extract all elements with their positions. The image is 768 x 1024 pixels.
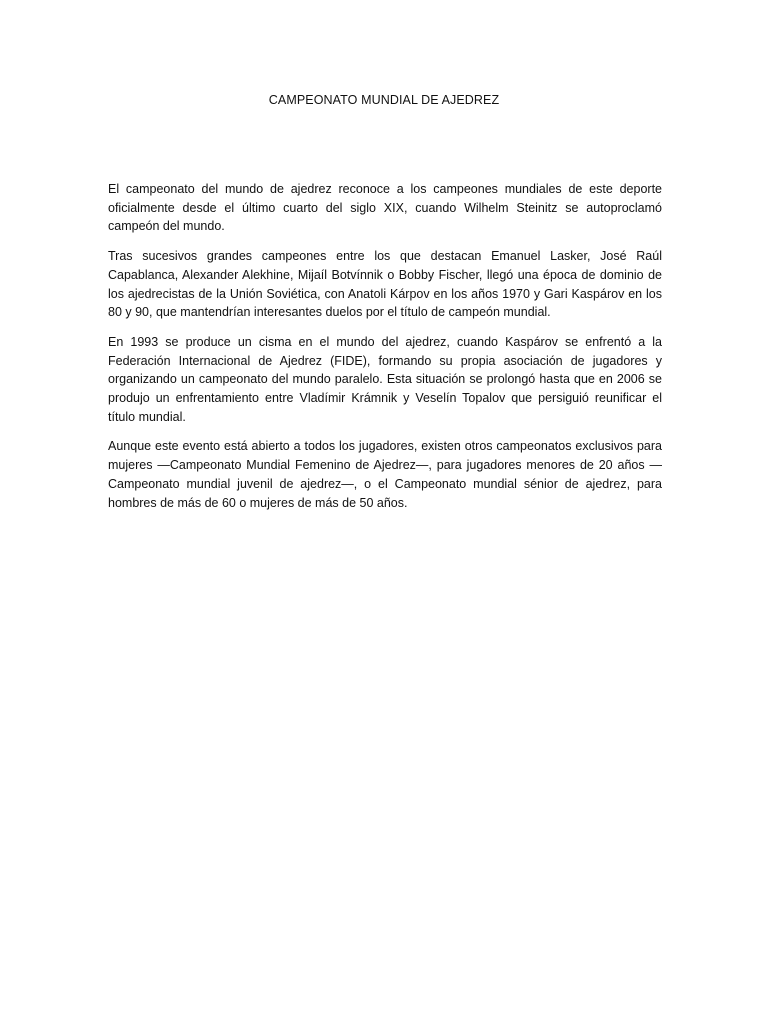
paragraph-champions: Tras sucesivos grandes campeones entre los que destacan Emanuel Lasker, José Raúl Capablanca, Alexander Alekhine, Mijaíl Botvínnik o Bobby Fischer, llegó una época de dominio de los ajedrecistas de la Unión Soviética, con Anatoli Kárpov en los años 1970 y Gari Kaspárov en los 80 y 90, que mantendrían interesantes duelos por el título de campeón mundial.	[108, 249, 662, 320]
document-body	[108, 180, 662, 523]
paragraph-other-championships: Aunque este evento está abierto a todos los jugadores, existen otros campeonatos exclusivos para mujeres —Campeonato Mundial Femenino de Ajedrez—, para jugadores menores de 20 años — Campeonato mundial juvenil de ajedrez—, o el Campeonato mundial sénior de ajedrez, para hombres de más de 60 o mujeres de más de 50 años.	[108, 439, 662, 510]
document-title: CAMPEONATO MUNDIAL DE AJEDREZ	[268, 93, 500, 107]
paragraph-intro: El campeonato del mundo de ajedrez reconoce a los campeones mundiales de este deporte oficialmente desde el último cuarto del siglo XIX, cuando Wilhelm Steinitz se autoproclamó campeón del mundo.	[108, 182, 662, 234]
paragraph-schism: En 1993 se produce un cisma en el mundo del ajedrez, cuando Kaspárov se enfrentó a la Federación Internacional de Ajedrez (FIDE), formando su propia asociación de jugadores y organizando un campeonato del mundo paralelo. Esta situación se prolongó hasta que en 2006 se produjo un enfrentamiento entre Vladímir Krámnik y Veselín Topalov que persiguió reunificar el título mundial.	[108, 334, 662, 424]
